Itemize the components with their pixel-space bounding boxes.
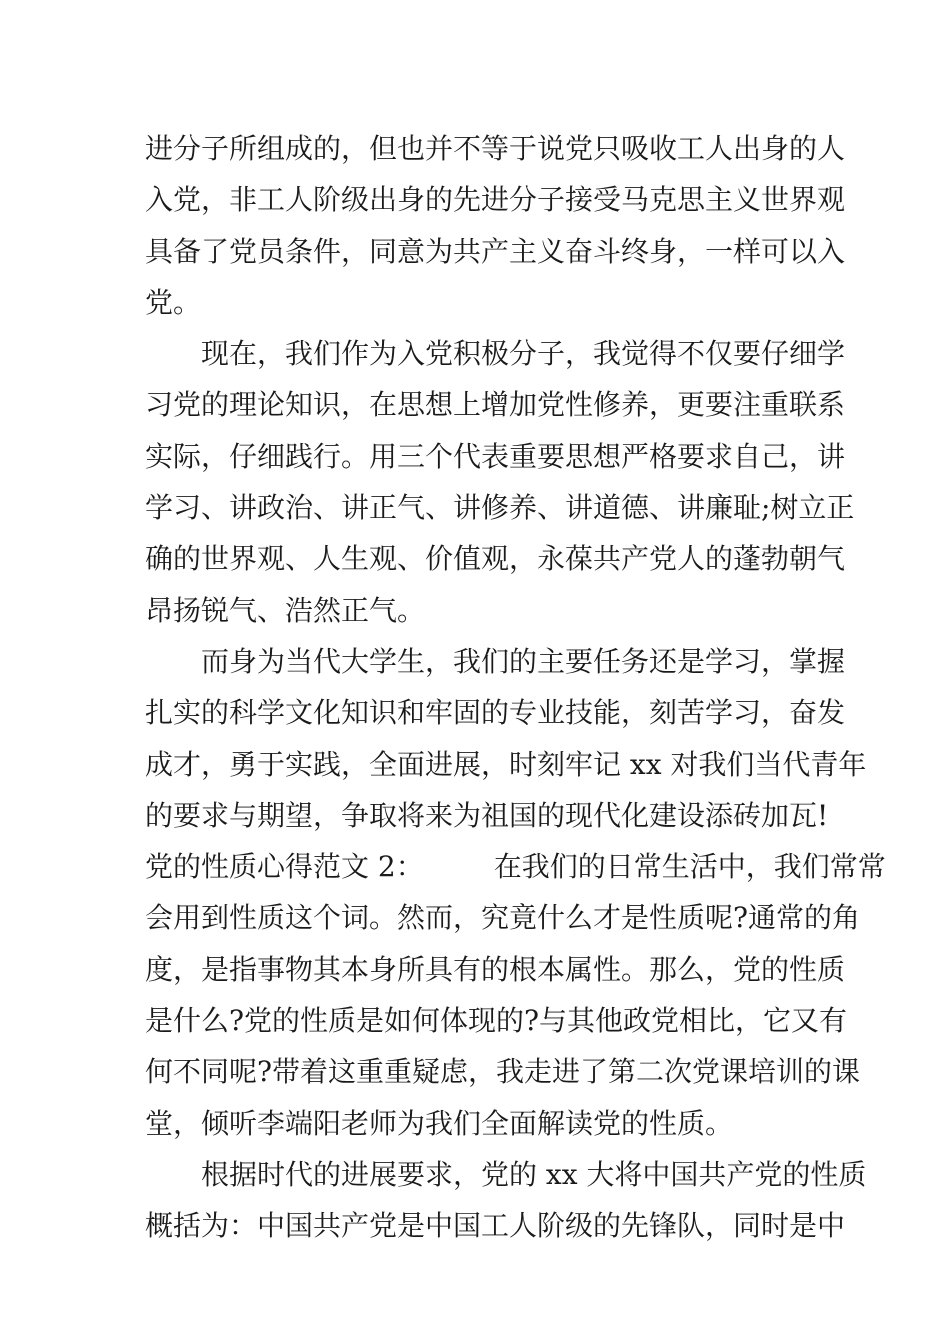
text-line: 习党的理论知识，在思想上增加党性修养，更要注重联系 — [145, 388, 846, 422]
text-line: 扎实的科学文化知识和牢固的专业技能，刻苦学习，奋发 — [145, 696, 846, 730]
text-line: 具备了党员条件，同意为共产主义奋斗终身，一样可以入 — [145, 234, 846, 268]
text-line: 党。 — [145, 285, 202, 319]
text-line: 概括为：中国共产党是中国工人阶级的先锋队，同时是中 — [145, 1209, 846, 1243]
text-line: 进分子所组成的，但也并不等于说党只吸收工人出身的人 — [145, 132, 846, 165]
text-line: 会用到性质这个词。然而，究竟什么才是性质呢?通常的角 — [145, 901, 861, 935]
section-first-text: 在我们的日常生活中，我们常常 — [493, 850, 886, 884]
text-line: 入党，非工人阶级出身的先进分子接受马克思主义世界观 — [145, 183, 846, 217]
paragraph-start-line: 根据时代的进展要求，党的 xx 大将中国共产党的性质 — [201, 1157, 867, 1191]
text-line: 成才，勇于实践，全面进展，时刻牢记 xx 对我们当代青年 — [145, 747, 867, 781]
text-line: 昂扬锐气、浩然正气。 — [145, 593, 426, 627]
text-line: 何不同呢?带着这重重疑虑，我走进了第二次党课培训的课 — [145, 1055, 861, 1089]
text-line: 的要求与期望，争取将来为祖国的现代化建设添砖加瓦! — [145, 798, 829, 832]
section-title: 党的性质心得范文 2： — [145, 850, 424, 884]
paragraph-start-line: 现在，我们作为入党积极分子，我觉得不仅要仔细学 — [201, 337, 846, 371]
text-line: 确的世界观、人生观、价值观，永葆共产党人的蓬勃朝气 — [145, 542, 846, 576]
text-line: 度，是指事物其本身所具有的根本属性。那么，党的性质 — [145, 952, 846, 986]
text-line: 学习、讲政治、讲正气、讲修养、讲道德、讲廉耻;树立正 — [145, 491, 855, 525]
paragraph-start-line: 而身为当代大学生，我们的主要任务还是学习，掌握 — [201, 644, 846, 678]
text-line: 是什么?党的性质是如何体现的?与其他政党相比，它又有 — [145, 1004, 848, 1038]
document-page — [145, 123, 886, 1252]
text-line: 实际，仔细践行。用三个代表重要思想严格要求自己，讲 — [145, 439, 846, 473]
text-line: 堂，倾听李端阳老师为我们全面解读党的性质。 — [145, 1106, 734, 1140]
section-heading-line — [145, 841, 886, 892]
